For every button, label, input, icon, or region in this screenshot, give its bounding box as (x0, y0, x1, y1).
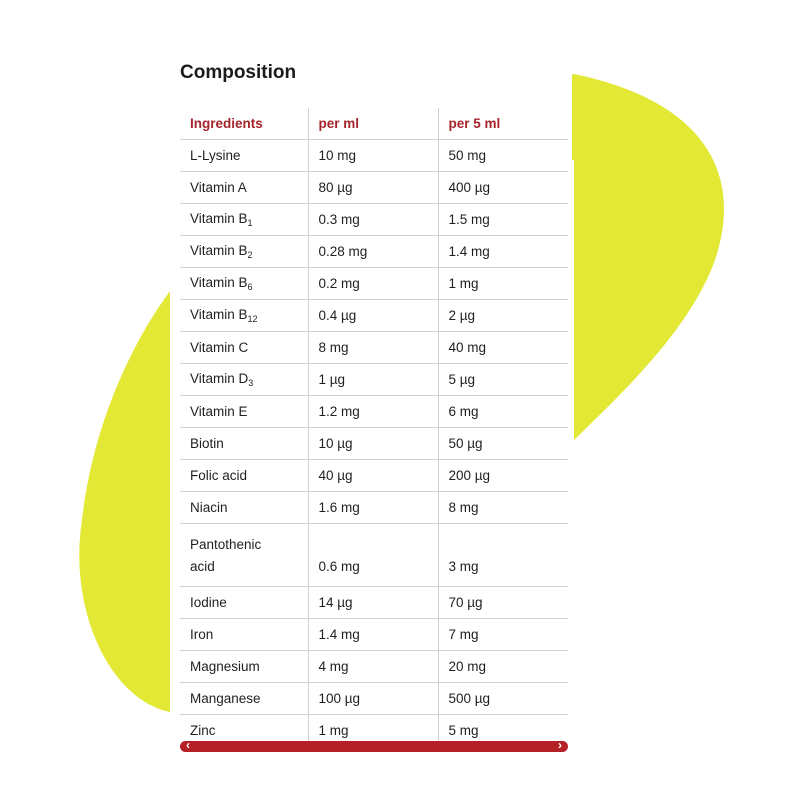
per-5ml-cell: 8 mg (438, 492, 568, 524)
table-row (180, 236, 568, 268)
ingredient-subscript: 2 (247, 250, 253, 260)
per-ml-cell: 0.28 mg (308, 236, 438, 268)
per-5ml-cell: 7 mg (438, 619, 568, 651)
ingredient-cell (180, 619, 308, 651)
ingredient-cell (180, 651, 308, 683)
table-row (180, 172, 568, 204)
table-row (180, 204, 568, 236)
ingredient-name: Iodine (190, 595, 227, 610)
ingredient-name: Zinc (190, 723, 216, 738)
per-5ml-cell: 5 mg (438, 715, 568, 747)
per-5ml-cell: 1.4 mg (438, 236, 568, 268)
per-ml-cell: 1.4 mg (308, 619, 438, 651)
ingredient-name: Vitamin A (190, 180, 247, 195)
ingredient-subscript: 12 (247, 314, 258, 324)
ingredient-cell (180, 300, 308, 332)
per-5ml-cell: 400 µg (438, 172, 568, 204)
ingredient-name: Vitamin B (190, 307, 248, 322)
ingredient-name: Iron (190, 627, 214, 642)
ingredient-name: Biotin (190, 436, 224, 451)
ingredient-name: Pantothenic (190, 537, 262, 552)
per-5ml-cell: 70 µg (438, 587, 568, 619)
ingredient-name: Vitamin E (190, 404, 248, 419)
ingredient-cell (180, 140, 308, 172)
chevron-left-icon[interactable]: ‹ (186, 738, 190, 752)
per-ml-cell: 10 mg (308, 140, 438, 172)
ingredient-cell (180, 172, 308, 204)
per-ml-cell: 0.2 mg (308, 268, 438, 300)
page-title: Composition (180, 62, 297, 83)
table-row (180, 492, 568, 524)
per-5ml-cell: 1.5 mg (438, 204, 568, 236)
per-5ml-cell: 2 µg (438, 300, 568, 332)
per-5ml-cell: 20 mg (438, 651, 568, 683)
ingredient-name: Niacin (190, 500, 228, 515)
ingredient-cell (180, 396, 308, 428)
ingredient-subscript: 1 (247, 218, 253, 228)
table-row (180, 364, 568, 396)
per-5ml-cell: 40 mg (438, 332, 568, 364)
per-5ml-cell: 50 µg (438, 428, 568, 460)
ingredient-cell (180, 332, 308, 364)
table-row (180, 140, 568, 172)
per-ml-cell: 10 µg (308, 428, 438, 460)
table-row (180, 587, 568, 619)
per-ml-cell: 1.2 mg (308, 396, 438, 428)
ingredient-subscript: 6 (247, 282, 253, 292)
ingredient-name: Vitamin B (190, 211, 248, 226)
per-ml-cell: 1 µg (308, 364, 438, 396)
per-5ml-cell: 200 µg (438, 460, 568, 492)
table-row (180, 428, 568, 460)
ingredient-name: Magnesium (190, 659, 260, 674)
table-row (180, 268, 568, 300)
per-5ml-cell: 500 µg (438, 683, 568, 715)
ingredient-name: Vitamin B (190, 243, 248, 258)
ingredient-name: L-Lysine (190, 148, 241, 163)
table-row (180, 396, 568, 428)
chevron-right-icon[interactable]: › (558, 738, 562, 752)
ingredient-name: Manganese (190, 691, 261, 706)
ingredient-cell (180, 460, 308, 492)
table-row (180, 332, 568, 364)
ingredient-cell (180, 428, 308, 460)
ingredient-name: Vitamin D (190, 371, 249, 386)
per-ml-cell: 0.4 µg (308, 300, 438, 332)
per-ml-cell: 8 mg (308, 332, 438, 364)
ingredient-cell (180, 236, 308, 268)
table-row (180, 683, 568, 715)
table-row (180, 619, 568, 651)
per-ml-cell: 14 µg (308, 587, 438, 619)
ingredient-name-line2: acid (190, 559, 215, 574)
ingredient-cell (180, 683, 308, 715)
per-5ml-cell: 50 mg (438, 140, 568, 172)
per-ml-cell: 100 µg (308, 683, 438, 715)
per-ml-cell: 1.6 mg (308, 492, 438, 524)
table-row (180, 300, 568, 332)
table-header-row (180, 108, 568, 140)
table-row (180, 524, 568, 587)
per-ml-cell: 0.6 mg (308, 524, 438, 587)
ingredient-cell (180, 364, 308, 396)
ingredient-subscript: 3 (248, 378, 254, 388)
ingredient-cell (180, 587, 308, 619)
composition-panel (170, 52, 572, 764)
per-5ml-cell: 5 µg (438, 364, 568, 396)
header-ingredients: Ingredients (180, 108, 308, 140)
ingredient-cell (180, 492, 308, 524)
ingredient-name: Folic acid (190, 468, 248, 483)
per-ml-cell: 0.3 mg (308, 204, 438, 236)
ingredient-cell (180, 524, 308, 587)
header-per-5ml: per 5 ml (438, 108, 568, 140)
per-5ml-cell: 3 mg (438, 524, 568, 587)
per-ml-cell: 4 mg (308, 651, 438, 683)
ingredient-name: Vitamin C (190, 340, 249, 355)
horizontal-scrollbar[interactable] (180, 738, 568, 752)
header-per-ml: per ml (308, 108, 438, 140)
ingredient-cell (180, 268, 308, 300)
per-ml-cell: 1 mg (308, 715, 438, 747)
ingredient-name: Vitamin B (190, 275, 248, 290)
table-row (180, 651, 568, 683)
per-5ml-cell: 6 mg (438, 396, 568, 428)
composition-table (180, 108, 568, 746)
per-5ml-cell: 1 mg (438, 268, 568, 300)
per-ml-cell: 40 µg (308, 460, 438, 492)
ingredient-cell (180, 204, 308, 236)
per-ml-cell: 80 µg (308, 172, 438, 204)
table-row (180, 460, 568, 492)
